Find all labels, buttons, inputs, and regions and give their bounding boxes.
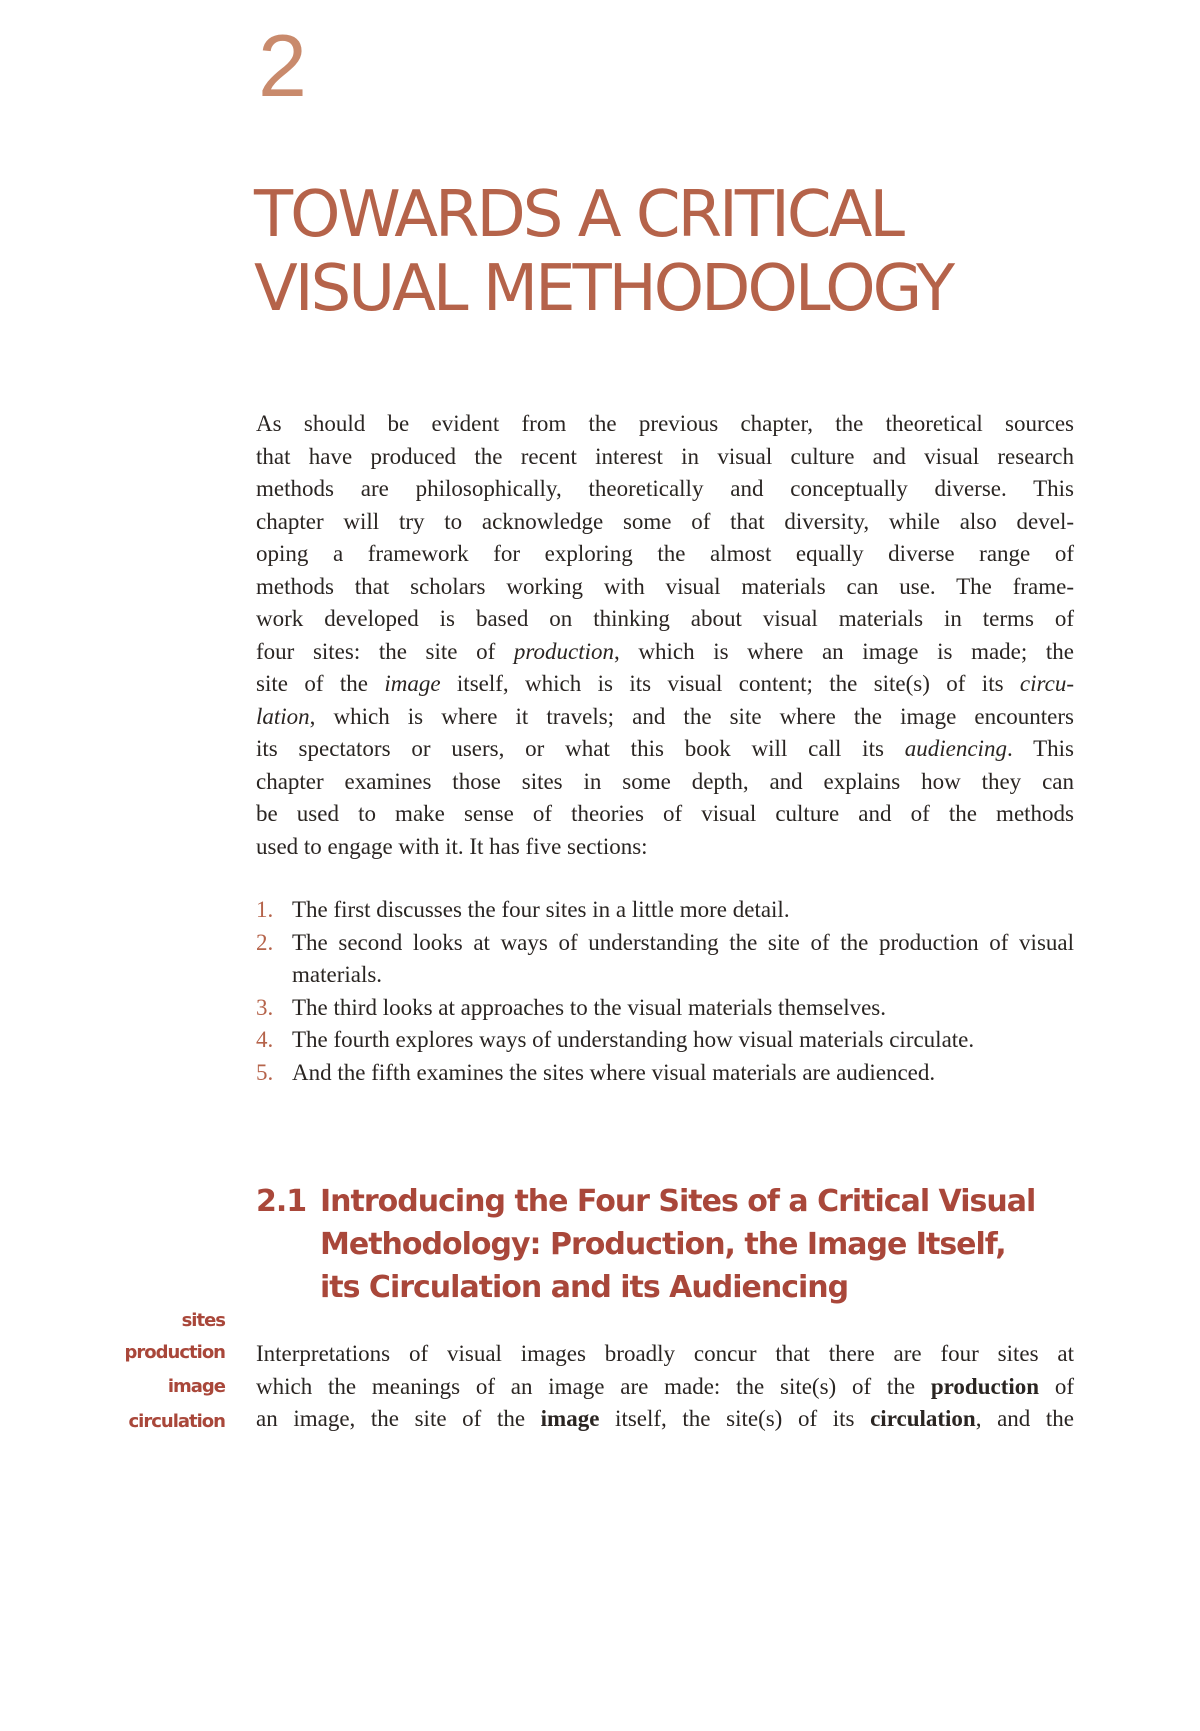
text-segment: itself, the site(s) of its (599, 1406, 871, 1431)
text-line (256, 441, 1074, 474)
text-line (256, 668, 1074, 701)
text-segment: site of the (256, 671, 385, 696)
text-segment: used to engage with it. It has five sections: (256, 833, 648, 859)
list-text: The third looks at approaches to the visual materials themselves. (292, 994, 887, 1020)
list-text: The fourth explores ways of understanding how visual materials circulate. (292, 1027, 975, 1052)
text-segment: , which is where it travels; and the site where the image encounters (309, 703, 1074, 729)
text-segment: . This (1006, 736, 1075, 761)
text-segment: chapter will try to acknowledge some of that diversity, while also devel- (256, 508, 1074, 534)
text-line (256, 766, 1074, 799)
text-line (256, 1371, 1074, 1404)
list-text: The second looks at ways of understanding the site of the production of visual materials. (292, 929, 1074, 987)
key-term: circulation (870, 1406, 976, 1431)
text-segment: oping a framework for exploring the almost equally diverse range of (256, 541, 1074, 566)
list-text: And the fifth examines the sites where visual materials are audienced. (292, 1059, 936, 1085)
text-segment: four sites: the site of (256, 638, 514, 664)
list-number: 4. (256, 1027, 274, 1052)
text-line (256, 831, 1074, 864)
list-item (256, 1024, 1074, 1057)
text-line (256, 1338, 1074, 1371)
text-segment: Interpretations of visual images broadly concur that there are four sites at (256, 1341, 1074, 1366)
emphasis-term: image (384, 671, 441, 696)
text-line (256, 733, 1074, 766)
text-segment: chapter examines those sites in some depth, and explains how they can (256, 768, 1074, 794)
list-text: The first discusses the four sites in a little more detail. (292, 897, 790, 922)
text-segment: its spectators or users, or what this book will call its (256, 736, 905, 761)
section-paragraph (256, 1338, 1074, 1436)
text-line (256, 701, 1074, 734)
emphasis-term: audiencing (904, 736, 1007, 761)
text-segment: be used to make sense of theories of visual culture and of the methods (256, 801, 1074, 826)
list-item (256, 927, 1074, 992)
text-segment: work developed is based on thinking about visual materials in terms of (256, 606, 1074, 631)
emphasis-term: lation (256, 703, 310, 729)
text-segment: methods that scholars working with visual materials can use. The frame- (256, 573, 1074, 599)
text-segment: of (1039, 1373, 1074, 1399)
chapter-title (254, 178, 952, 326)
key-term: image (540, 1406, 600, 1431)
section-heading-line: Introducing the Four Sites of a Critical Visual (320, 1184, 1036, 1219)
section-heading-line: its Circulation and its Audiencing (320, 1270, 849, 1305)
text-segment: which the meanings of an image are made: the site(s) of the (256, 1373, 931, 1399)
chapter-number: 2 (258, 16, 307, 115)
emphasis-term: circu- (1019, 671, 1074, 696)
list-item (256, 894, 1074, 927)
text-line (256, 636, 1074, 669)
text-segment: itself, which is its visual content; the site(s) of its (440, 671, 1020, 696)
text-line (256, 1403, 1074, 1436)
section-heading-line: Methodology: Production, the Image Itself, (320, 1227, 1006, 1262)
text-segment: , and the (975, 1406, 1075, 1431)
sections-list (256, 894, 1074, 1089)
emphasis-term: production (513, 638, 614, 664)
text-segment: As should be evident from the previous chapter, the theoretical sources (256, 411, 1074, 436)
margin-term: image (167, 1376, 225, 1397)
intro-paragraph (256, 408, 1074, 863)
list-number: 1. (256, 897, 274, 922)
text-segment: methods are philosophically, theoretically and conceptually diverse. This (256, 476, 1074, 501)
margin-term: production (124, 1342, 225, 1363)
text-line (256, 538, 1074, 571)
text-segment: an image, the site of the (256, 1406, 541, 1431)
section-heading (256, 1180, 1076, 1309)
text-line (256, 798, 1074, 831)
key-term: production (930, 1373, 1040, 1399)
text-segment: that have produced the recent interest in visual culture and visual research (256, 443, 1074, 469)
margin-term: sites (181, 1310, 225, 1331)
text-line (256, 506, 1074, 539)
text-segment: , which is where an image is made; the (614, 638, 1074, 664)
text-line (256, 603, 1074, 636)
list-number: 3. (256, 994, 274, 1020)
list-item (256, 1057, 1074, 1090)
list-number: 5. (256, 1059, 274, 1085)
text-line (256, 408, 1074, 441)
chapter-title-line: VISUAL METHODOLOGY (254, 252, 953, 326)
section-number: 2.1 (256, 1184, 307, 1219)
list-number: 2. (256, 929, 274, 955)
text-line (256, 473, 1074, 506)
text-line (256, 571, 1074, 604)
chapter-title-line: TOWARDS A CRITICAL (254, 178, 902, 252)
margin-term: circulation (128, 1411, 225, 1432)
list-item (256, 992, 1074, 1025)
